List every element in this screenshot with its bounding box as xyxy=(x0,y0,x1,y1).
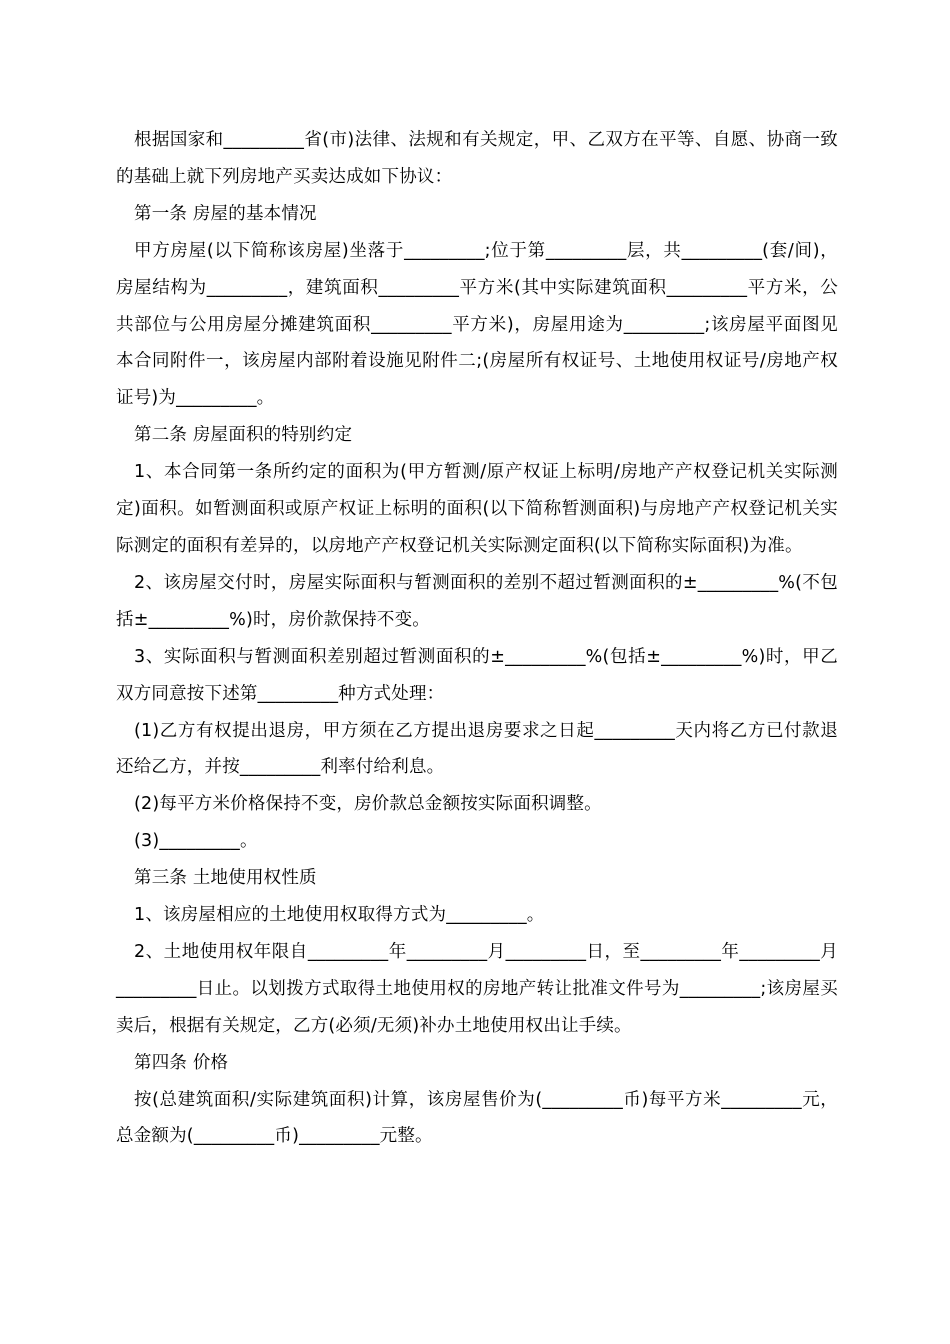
article-4-heading: 第四条 价格 xyxy=(134,1052,229,1073)
article-3-heading: 第三条 土地使用权性质 xyxy=(134,868,317,889)
article-2-clause-3: 3、实际面积与暂测面积差别超过暂测面积的±_________%(包括±_________%)时，甲乙双方同意按下述第_________种方式处理： xyxy=(116,646,838,704)
article-2-option-1: (1)乙方有权提出退房，甲方须在乙方提出退房要求之日起_________天内将乙方已付款退还给乙方，并按_________利率付给利息。 xyxy=(116,720,838,778)
article-1-paragraph: 甲方房屋(以下简称该房屋)坐落于_________;位于第_________层，共_________(套/间)，房屋结构为_________，建筑面积_________平方米(其中实际建筑面积_________平方米，公共部位与公用房屋分摊建筑面积_________平方米)，房屋用途为_________;该房屋平面图见本合同附件一，该房屋内部附着设施见附件二;(房屋所有权证号、土地使用权证号/房地产权证号)为_________。 xyxy=(116,240,838,409)
article-3-clause-1: 1、该房屋相应的土地使用权取得方式为_________。 xyxy=(134,905,545,926)
article-2-clause-2: 2、该房屋交付时，房屋实际面积与暂测面积的差别不超过暂测面积的±_________%(不包括±_________%)时，房价款保持不变。 xyxy=(116,572,838,630)
article-1-heading: 第一条 房屋的基本情况 xyxy=(134,203,317,224)
article-2-clause-1: 1、本合同第一条所约定的面积为(甲方暂测/原产权证上标明/房地产产权登记机关实际测定)面积。如暂测面积或原产权证上标明的面积(以下简称暂测面积)与房地产产权登记机关实际测定的面积有差异的，以房地产产权登记机关实际测定面积(以下简称实际面积)为准。 xyxy=(116,462,838,556)
article-4-paragraph: 按(总建筑面积/实际建筑面积)计算，该房屋售价为(_________币)每平方米_________元，总金额为(_________币)_________元整。 xyxy=(116,1089,838,1147)
intro-paragraph: 根据国家和_________省(市)法律、法规和有关规定，甲、乙双方在平等、自愿、协商一致的基础上就下列房地产买卖达成如下协议： xyxy=(116,130,838,187)
article-2-option-3: (3)_________。 xyxy=(134,831,258,852)
contract-body xyxy=(116,122,838,1155)
article-2-heading: 第二条 房屋面积的特别约定 xyxy=(134,425,353,446)
article-3-clause-2: 2、土地使用权年限自_________年_________月_________日，至_________年_________月_________日止。以划拨方式取得土地使用权的房地产转让批准文件号为_________;该房屋买卖后，根据有关规定，乙方(必须/无须)补办土地使用权出让手续。 xyxy=(116,941,838,1036)
article-2-option-2: (2)每平方米价格保持不变，房价款总金额按实际面积调整。 xyxy=(134,794,602,815)
